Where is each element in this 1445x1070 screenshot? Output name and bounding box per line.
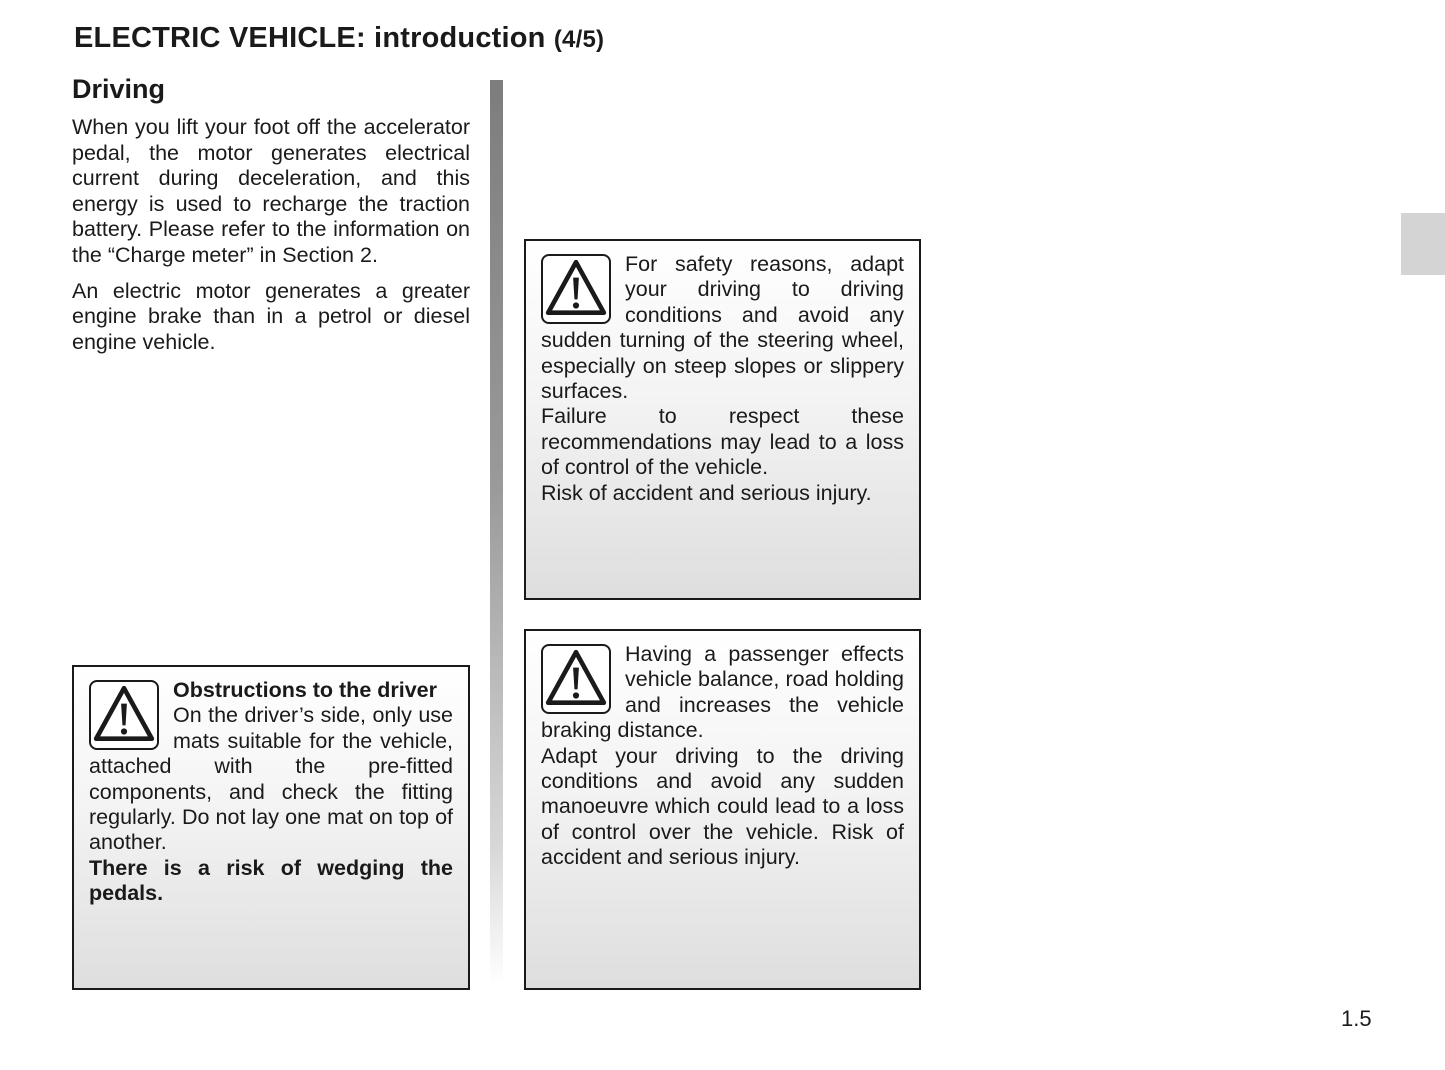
warning-passenger-line-2: Adapt your driving to the driving conditions and avoid any sudden manoeuvre which could lead to a loss of control over the vehicle. Risk of accident and serious injury.: [541, 743, 904, 870]
warning-box-safety: [524, 239, 921, 600]
warning-obstructions-body: On the driver’s side, only use mats suitable for the vehicle, attached with the pre-fitted components, and check the fitting regularly. Do not lay one mat on top of another.: [89, 703, 453, 855]
warning-box-passenger: [524, 629, 921, 990]
driving-text: [72, 115, 470, 365]
warning-obstructions-title: Obstructions to the driver: [173, 678, 438, 702]
page-part-indicator: (4/5): [553, 26, 605, 53]
warning-triangle-icon: [89, 680, 159, 750]
warning-safety-line-1: For safety reasons, adapt your driving to driving conditions and avoid any sudden turning of the steering wheel, especially on steep slopes or slippery surfaces.: [541, 252, 904, 404]
page-title: [74, 22, 604, 55]
warning-safety-line-2: Failure to respect these recommendations may lead to a loss of control of the vehicle.: [541, 404, 904, 480]
driving-paragraph-1: When you lift your foot off the accelerator pedal, the motor generates electrical current during deceleration, and this energy is used to recharge the traction battery. Please refer to the information on the “Charge meter” in Section 2.: [72, 115, 470, 267]
warning-triangle-icon: [541, 254, 611, 324]
warning-box-obstructions: [72, 665, 470, 990]
section-heading: Driving: [72, 74, 166, 104]
page-number: 1.5: [1341, 1006, 1372, 1031]
warning-triangle-icon: [541, 644, 611, 714]
driving-paragraph-2: An electric motor generates a greater engine brake than in a petrol or diesel engine vehicle.: [72, 278, 470, 354]
warning-passenger-line-1: Having a passenger effects vehicle balance, road holding and increases the vehicle braking distance.: [541, 642, 904, 743]
page-title-text: ELECTRIC VEHICLE: introduction: [74, 22, 546, 54]
warning-safety-line-3: Risk of accident and serious injury.: [541, 480, 872, 505]
section-thumb-tab: [1401, 213, 1445, 275]
column-divider: [490, 80, 503, 985]
warning-obstructions-emphasis: There is a risk of wedging the pedals.: [89, 855, 453, 906]
